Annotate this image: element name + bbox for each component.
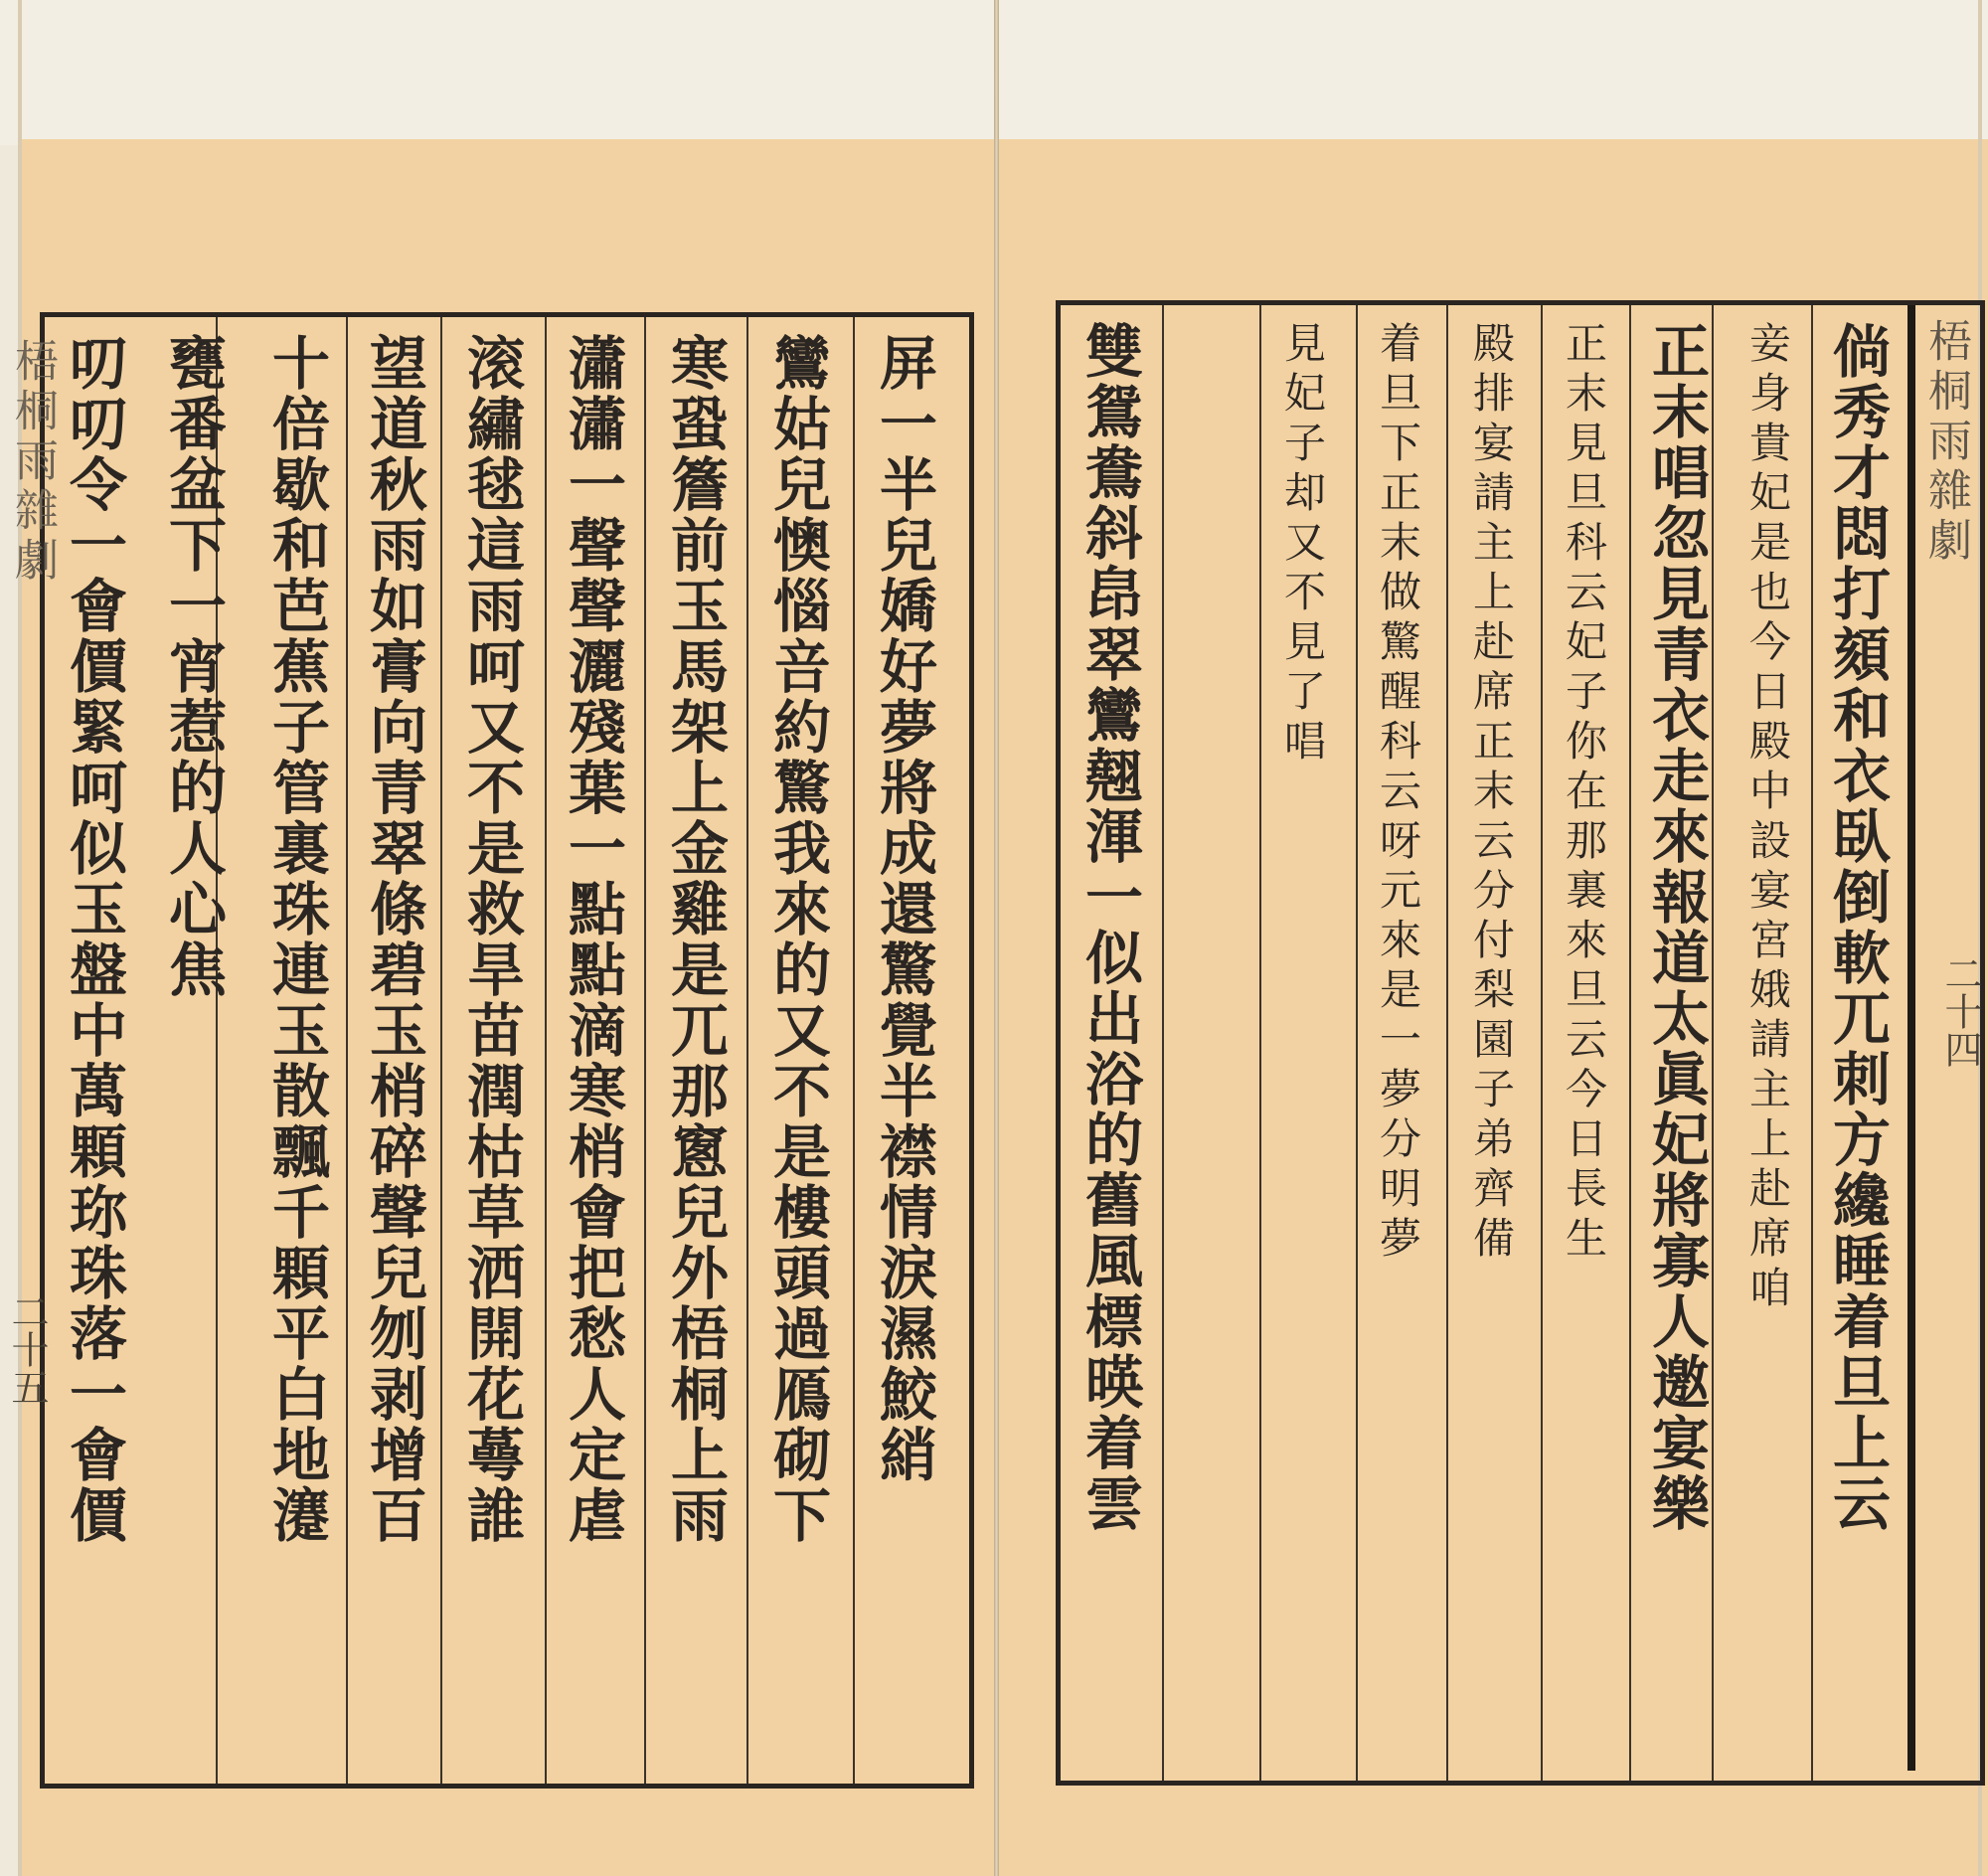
column-rule bbox=[1259, 305, 1261, 1781]
column-rule bbox=[1162, 305, 1164, 1781]
text-column: 望道秋雨如膏向青翠條碧玉梢碎聲兒刎剥增百 bbox=[360, 333, 427, 1546]
text-column: 見妃子却又不見了唱 bbox=[1278, 321, 1327, 768]
text-column: 叨叨令一會價緊呵似玉盤中萬顆珎珠落一會價 bbox=[60, 333, 127, 1546]
left-margin-title: 梧桐雨雜劇 bbox=[7, 338, 58, 587]
column-rule bbox=[644, 317, 646, 1784]
text-column: 瀟瀟一聲聲灑殘葉一點點滴寒梢會把愁人定虐 bbox=[559, 333, 626, 1546]
column-rule bbox=[1629, 305, 1631, 1781]
right-margin-title: 梧桐雨雜劇 bbox=[1920, 318, 1971, 567]
column-rule bbox=[440, 317, 442, 1784]
left-leaf-edge bbox=[18, 0, 22, 1876]
text-column: 滚繡毬這雨呵又不是救旱苗潤枯草洒開花蕚誰 bbox=[457, 333, 525, 1546]
column-rule bbox=[346, 317, 348, 1784]
text-column: 甕番盆下一宵惹的人心焦 bbox=[159, 333, 227, 1000]
left-page-block bbox=[40, 312, 974, 1789]
column-rule bbox=[1541, 305, 1543, 1781]
column-rule bbox=[1712, 305, 1714, 1781]
column-rule bbox=[1811, 305, 1813, 1781]
text-column: 寒蛩簷前玉馬架上金雞是兀那窻兒外梧桐上雨 bbox=[661, 333, 729, 1546]
column-rule bbox=[1446, 305, 1448, 1781]
column-rule bbox=[853, 317, 855, 1784]
book-fold bbox=[994, 0, 999, 1876]
column-rule bbox=[746, 317, 748, 1784]
text-column: 着旦下正末做驚醒科云呀元來是一夢分明夢 bbox=[1374, 321, 1422, 1266]
text-column: 十倍歇和芭蕉子管裏珠連玉散飄千顆平白地瀽 bbox=[262, 333, 330, 1546]
left-folio: 二十五 bbox=[5, 1292, 49, 1406]
right-folio: 二十四 bbox=[1938, 954, 1982, 1068]
column-rule bbox=[545, 317, 547, 1784]
text-column: 妾身貴妃是也今日殿中設宴宮娥請主上赴席咱 bbox=[1743, 321, 1792, 1315]
text-column: 正末見旦科云妃子你在那裏來旦云今日長生 bbox=[1560, 321, 1608, 1266]
text-column: 屏一半兒嬌好夢將成還驚覺半襟情淚濕鮫綃 bbox=[870, 333, 937, 1485]
text-column: 殿排宴請主上赴席正末云分付梨園子弟齊備 bbox=[1467, 321, 1516, 1266]
right-page-block bbox=[1056, 300, 1985, 1786]
text-column: 倘秀才悶打頦和衣臥倒軟兀刺方纔睡着旦上云 bbox=[1823, 321, 1891, 1534]
text-column: 雙鴛鴦斜皍翠鸞翹渾一似出浴的舊風標暎着雲 bbox=[1076, 321, 1143, 1534]
text-column: 正末唱忽見青衣走來報道太眞妃將寡人邀宴樂 bbox=[1642, 321, 1710, 1534]
text-column: 鸞姑兒懊惱咅約驚我來的又不是樓頭過鴈砌下 bbox=[763, 333, 831, 1546]
column-rule bbox=[1356, 305, 1358, 1781]
